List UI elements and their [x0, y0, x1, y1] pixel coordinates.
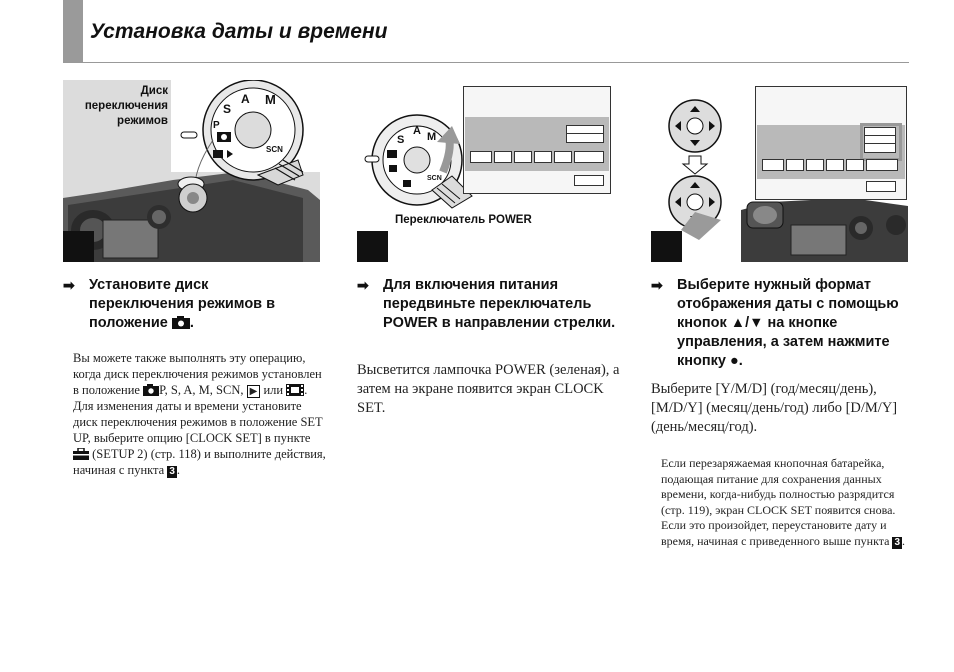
- step-ref-badge: 3: [169, 466, 175, 477]
- arrow-right-icon: ➡: [651, 277, 663, 293]
- svg-text:P: P: [213, 120, 220, 131]
- step3-note: Если перезаряжаемая кнопочная батарейка, подающая питание для сохранения данных времени, когда-нибудь полностью разрядится (стр. 119), экран CLOCK SET появится снова. Если это произойдет, переустановите дату и время, начиная с приведенного выше пункта 3 .: [661, 456, 906, 548]
- step-number-box: [651, 231, 682, 262]
- step1-instruction-text: Установите диск переключения режимов в положение: [89, 277, 276, 331]
- svg-text:A: A: [241, 92, 250, 106]
- page-title: Установка даты и времени: [90, 20, 388, 43]
- film-icon: [286, 384, 304, 396]
- play-icon: ▶: [247, 385, 261, 398]
- arrow-right-icon: ➡: [357, 277, 369, 293]
- svg-text:M: M: [265, 92, 276, 107]
- svg-text:M: M: [427, 131, 437, 143]
- svg-text:S: S: [397, 134, 405, 146]
- power-switch-callout: Переключатель POWER: [395, 214, 532, 226]
- center-button-icon: ●.: [729, 353, 743, 369]
- arrow-right-icon: ➡: [63, 277, 75, 293]
- camera-icon: [143, 384, 159, 396]
- clock-set-screen: [463, 86, 611, 194]
- mode-dial-callout: Диск переключения режимов: [84, 85, 168, 127]
- step2-body: Высветится лампочка POWER (зеленая), а затем на экране появится экран CLOCK SET.: [357, 362, 620, 416]
- camera-icon: [172, 316, 190, 329]
- step3-illustration: [651, 80, 908, 262]
- date-format-screen: [755, 86, 907, 200]
- svg-text:A: A: [413, 125, 421, 137]
- step1-body: Вы можете также выполнять эту операцию, когда диск переключения режимов установлен в положение P, S, A, M, SCN, ▶ или . Для изменения даты и времени установите диск переключения режимов в положение SET UP, выберите опцию [CLOCK SET] в пункте (SETUP 2) (стр. 118) и выполните действия, начиная с пункта 3 .: [73, 351, 326, 477]
- toolbox-icon: [73, 448, 89, 460]
- step2-instruction: ➡ Для включения питания передвиньте переключатель POWER в направлении стрелки.: [357, 277, 616, 331]
- title-accent-bar: [63, 0, 83, 62]
- svg-text:S: S: [223, 102, 232, 116]
- step-number-box: [63, 231, 94, 262]
- svg-text:SCN: SCN: [427, 175, 442, 182]
- step1-instruction: ➡ Установите диск переключения режимов в положение .: [63, 277, 276, 331]
- svg-text:SCN: SCN: [266, 145, 283, 154]
- step-number-box: [357, 231, 388, 262]
- step2-illustration: [357, 80, 614, 262]
- step-ref-badge: 3: [894, 536, 901, 548]
- title-divider: [63, 62, 909, 63]
- step3-instruction: ➡ Выберите нужный формат отображения даты с помощью кнопок ▲/▼ на кнопке управления, а затем нажмите кнопку ●.: [651, 277, 899, 369]
- step3-body: Выберите [Y/M/D] (год/месяц/день), [M/D/Y] (месяц/день/год) либо [D/M/Y] (день/месяц/год).: [651, 381, 898, 435]
